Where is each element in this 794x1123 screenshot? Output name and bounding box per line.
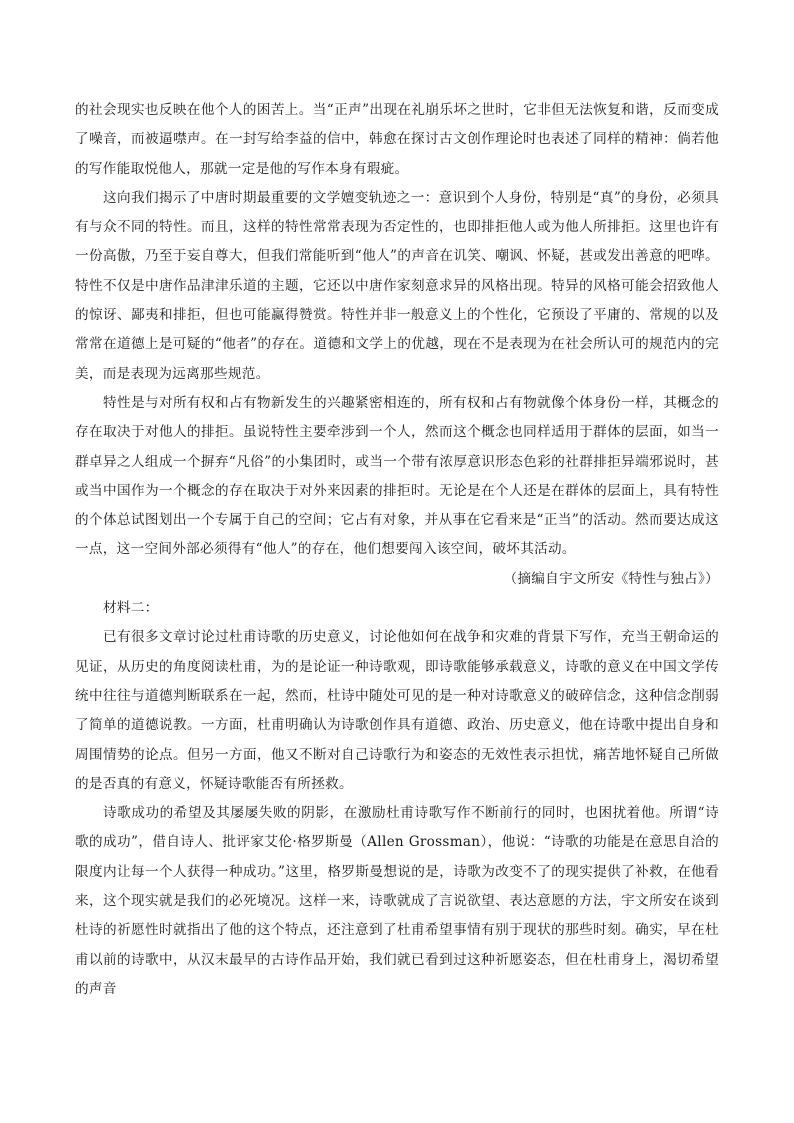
paragraph-3: 特性是与对所有权和占有物新发生的兴趣紧密相连的，所有权和占有物就像个体身份一样，其概念的存在取决于对他人的排拒。虽说特性主要牵涉到一个人，然而这个概念也同样适用于群体的层面，如当一群卓异之人组成一个摒弃“凡俗”的小集团时，或当一个带有浓厚意识形态色彩的社群排拒异端邪说时，甚或当中国作为一个概念的存在取决于对外来因素的排拒时。无论是在个人还是在群体的层面上，具有特性的个体总试图划出一个专属于自己的空间；它占有对象，并从事在它看来是“正当”的活动。然而要达成这一点，这一空间外部必须得有“他人”的存在，他们想要闯入该空间，破坏其活动。 bbox=[75, 394, 719, 558]
source-citation: （摘编自宇文所安《特性与独占》） bbox=[503, 570, 719, 587]
paragraph-4: 已有很多文章讨论过杜甫诗歌的历史意义，讨论他如何在战争和灾难的背景下写作，充当王朝命运的见证，从历史的角度阅读杜甫，为的是论证一种诗歌观，即诗歌能够承载意义，诗歌的意义在中国文学传统中往往与道德判断联系在一起，然而，杜诗中随处可见的是一种对诗歌意义的破碎信念，这种信念削弱了简单的道德说教。一方面，杜甫明确认为诗歌创作具有道德、政治、历史意义，他在诗歌中提出自身和周围情势的论点。但另一方面，他又不断对自己诗歌行为和姿态的无效性表示担忧，痛苦地怀疑自己所做的是否真的有意义，怀疑诗歌能否有所拯救。 bbox=[75, 629, 719, 792]
section-heading: 材料二： bbox=[103, 600, 159, 617]
paragraph-2: 这向我们揭示了中唐时期最重要的文学嬗变轨迹之一：意识到个人身份，特别是“真”的身份，必须具有与众不同的特性。而且，这样的特性常常表现为否定性的，也即排拒他人或为他人所排拒。这里也许有一份高傲，乃至于妄自尊大，但我们常能听到“他人”的声音在讥笑、嘲讽、怀疑，甚或发出善意的吧哗。特性不仅是中唐作品津津乐道的主题，它还以中唐作家刻意求异的风格出现。特异的风格可能会招致他人的惊讶、鄙夷和排拒，但也可能赢得赞赏。特性并非一般意义上的个性化，它预设了平庸的、常规的以及常常在道德上是可疑的“他者”的存在。道德和文学上的优越，现在不是表现为在社会所认可的规范内的完美，而是表现为远离那些规范。 bbox=[75, 189, 719, 382]
document-page bbox=[75, 96, 719, 1004]
paragraph-5: 诗歌成功的希望及其屡屡失败的阴影，在激励杜甫诗歌写作不断前行的同时，也困扰着他。所谓“诗歌的成功”，借自诗人、批评家艾伦·格罗斯曼（Allen Grossman），他说：“诗歌的功能是在意思自洽的限度内让每一个人获得一种成功。”这里，格罗斯曼想说的是，诗歌为改变不了的现实提供了补救，在他看来，这个现实就是我们的必死境况。这样一来，诗歌就成了言说欲望、表达意愿的方法，宇文所安在谈到杜诗的祈愿性时就指出了他的这个特点，还注意到了杜甫希望事情有别于现状的那些时刻。确实，早在杜甫以前的诗歌中，从汉末最早的古诗作品开始，我们就已看到过这种祈愿姿态，但在杜甫身上，渴切希望的声音 bbox=[75, 805, 719, 997]
paragraph-1: 的社会现实也反映在他个人的困苦上。当“正声”出现在礼崩乐坏之世时，它非但无法恢复和谐，反而变成了噪音，而被逼噤声。在一封写给李益的信中，韩愈在探讨古文创作理论时也表述了同样的精神：倘若他的写作能取悦他人，那就一定是他的写作本身有瑕疵。 bbox=[75, 102, 719, 177]
